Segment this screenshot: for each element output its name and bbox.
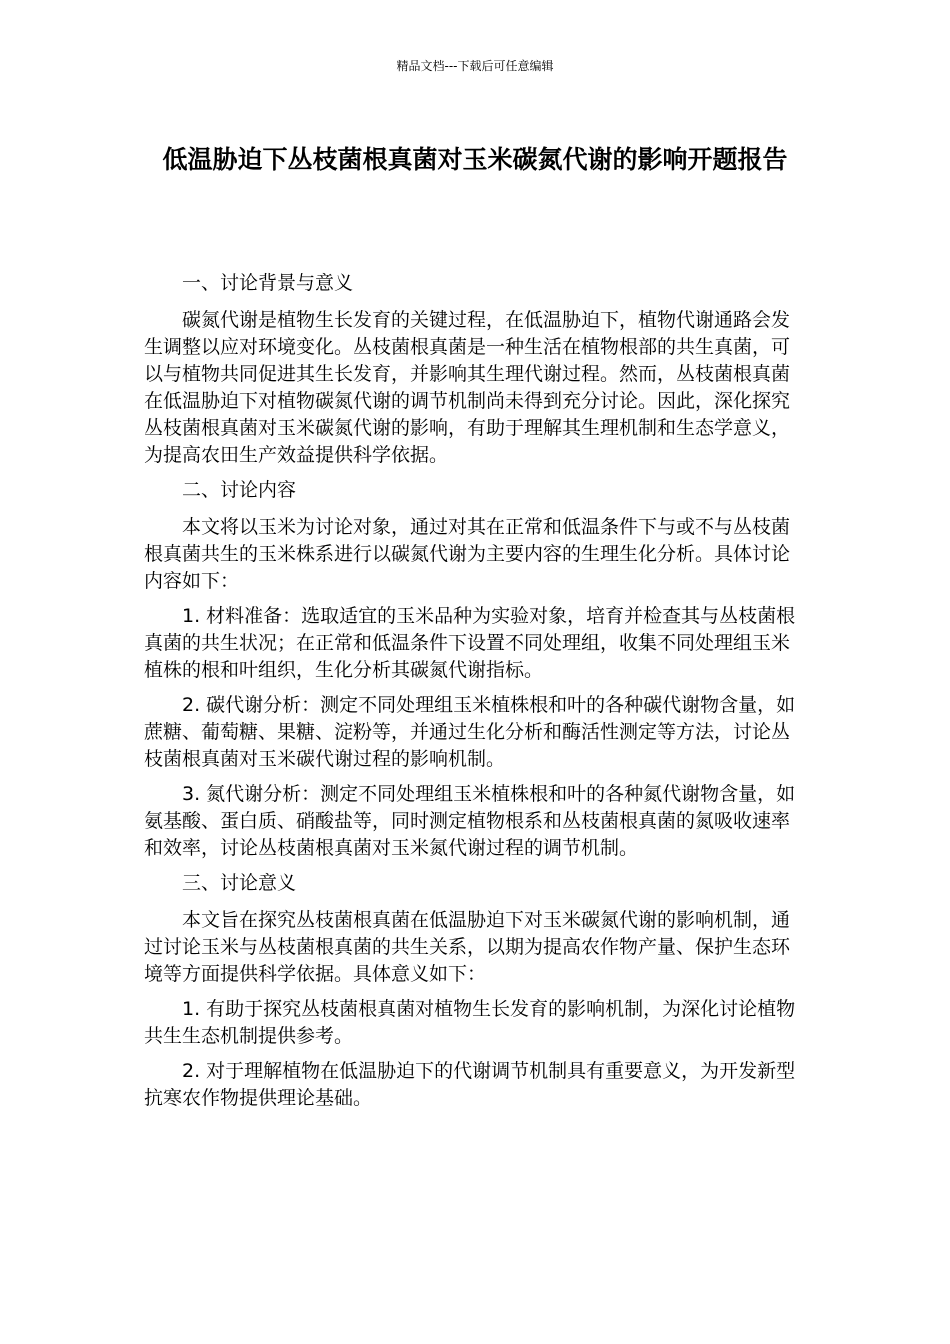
list-item-significance-1: 1. 有助于探究丛枝菌根真菌对植物生长发育的影响机制，为深化讨论植物共生生态机制提供参考。 <box>144 998 796 1047</box>
document-title: 低温胁迫下丛枝菌根真菌对玉米碳氮代谢的影响开题报告 <box>162 145 788 174</box>
list-item-nitrogen: 3. 氮代谢分析：测定不同处理组玉米植株根和叶的各种氮代谢物含量，如氨基酸、蛋白质、硝酸盐等，同时测定植物根系和丛枝菌根真菌的氮吸收速率和效率，讨论丛枝菌根真菌对玉米氮代谢过程的调节机制。 <box>144 783 796 859</box>
paragraph-significance-intro: 本文旨在探究丛枝菌根真菌在低温胁迫下对玉米碳氮代谢的影响机制，通过讨论玉米与丛枝菌根真菌的共生关系，以期为提高农作物产量、保护生态环境等方面提供科学依据。具体意义如下： <box>144 909 791 985</box>
paragraph-background: 碳氮代谢是植物生长发育的关键过程，在低温胁迫下，植物代谢通路会发生调整以应对环境变化。丛枝菌根真菌是一种生活在植物根部的共生真菌，可以与植物共同促进其生长发育，并影响其生理代谢过程。然而，丛枝菌根真菌在低温胁迫下对植物碳氮代谢的调节机制尚未得到充分讨论。因此，深化探究丛枝菌根真菌对玉米碳氮代谢的影响，有助于理解其生理机制和生态学意义，为提高农田生产效益提供科学依据。 <box>144 309 791 466</box>
paragraph-content-intro: 本文将以玉米为讨论对象，通过对其在正常和低温条件下与或不与丛枝菌根真菌共生的玉米株系进行以碳氮代谢为主要内容的生理生化分析。具体讨论内容如下： <box>144 516 791 592</box>
list-item-significance-2: 2. 对于理解植物在低温胁迫下的代谢调节机制具有重要意义，为开发新型抗寒农作物提供理论基础。 <box>144 1060 796 1109</box>
section-heading-content: 二、讨论内容 <box>182 479 297 501</box>
document-body <box>144 270 808 1120</box>
section-heading-background: 一、讨论背景与意义 <box>182 272 354 294</box>
list-item-materials: 1. 材料准备：选取适宜的玉米品种为实验对象，培育并检查其与丛枝菌根真菌的共生状况；在正常和低温条件下设置不同处理组，收集不同处理组玉米植株的根和叶组织，生化分析其碳氮代谢指标。 <box>144 605 796 681</box>
section-heading-significance: 三、讨论意义 <box>182 872 297 894</box>
list-item-carbon: 2. 碳代谢分析：测定不同处理组玉米植株根和叶的各种碳代谢物含量，如蔗糖、葡萄糖、果糖、淀粉等，并通过生化分析和酶活性测定等方法，讨论丛枝菌根真菌对玉米碳代谢过程的影响机制。 <box>144 694 796 770</box>
header-note: 精品文档---下载后可任意编辑 <box>396 59 554 73</box>
